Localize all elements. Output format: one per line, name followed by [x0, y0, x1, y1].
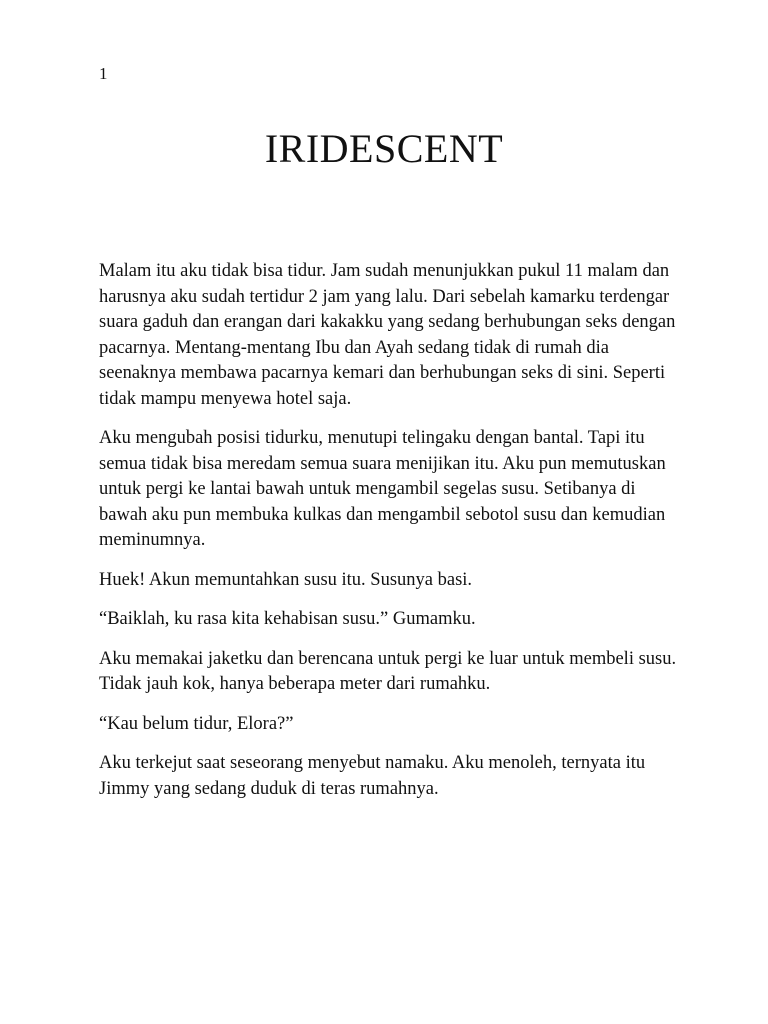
paragraph: Aku mengubah posisi tidurku, menutupi telingaku dengan bantal. Tapi itu semua tidak bisa meredam semua suara menijikan itu. Aku pun memutuskan untuk pergi ke lantai bawah untuk mengambil segelas susu. Setibanya di bawah aku pun membuka kulkas dan mengambil sebotol susu dan kemudian meminumnya.: [99, 428, 666, 550]
paragraph: “Kau belum tidur, Elora?”: [99, 713, 294, 734]
chapter-title: IRIDESCENT: [264, 126, 504, 171]
paragraph: Aku memakai jaketku dan berencana untuk pergi ke luar untuk membeli susu. Tidak jauh kok, hanya beberapa meter dari rumahku.: [99, 648, 677, 694]
paragraph: Huek! Akun memuntahkan susu itu. Susunya basi.: [99, 569, 473, 590]
story-body: [99, 259, 679, 816]
paragraph: “Baiklah, ku rasa kita kehabisan susu.” Gumamku.: [99, 609, 476, 629]
paragraph: Malam itu aku tidak bisa tidur. Jam sudah menunjukkan pukul 11 malam dan harusnya aku sudah tertidur 2 jam yang lalu. Dari sebelah kamarku terdengar suara gaduh dan erangan dari kakakku yang sedang berhubungan seks dengan pacarnya. Mentang-mentang Ibu dan Ayah sedang tidak di rumah dia seenaknya membawa pacarnya kemari dan berhubungan seks di sini. Seperti tidak mampu menyewa hotel saja.: [99, 261, 676, 409]
page-number: 1: [99, 64, 108, 83]
paragraph: Aku terkejut saat seseorang menyebut namaku. Aku menoleh, ternyata itu Jimmy yang sedang duduk di teras rumahnya.: [99, 753, 646, 799]
